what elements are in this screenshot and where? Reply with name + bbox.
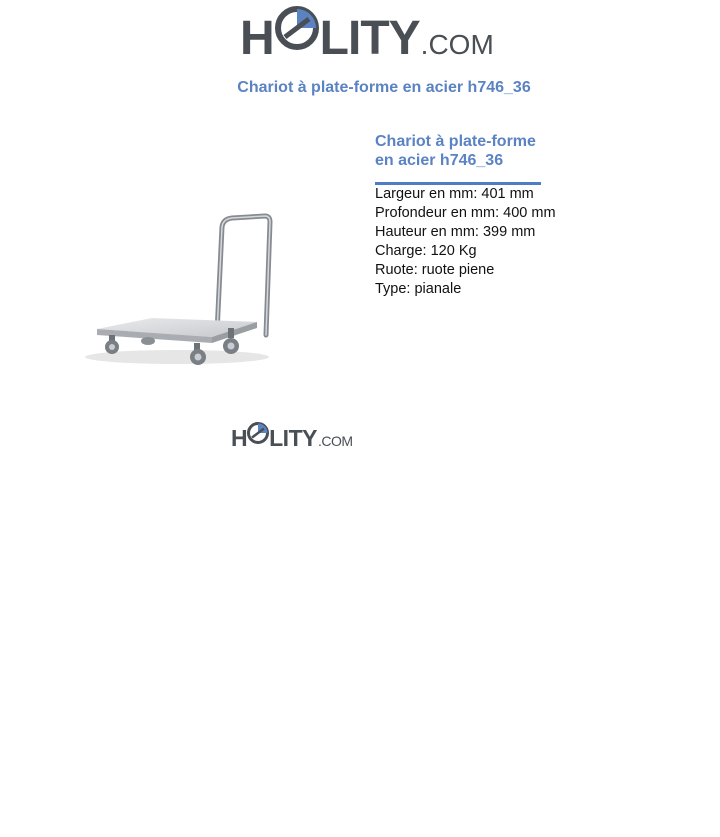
- logo-domain: .COM: [317, 433, 353, 449]
- spec-item: Type: pianale: [375, 281, 462, 297]
- spec-item: Hauteur en mm: 399 mm: [375, 224, 536, 240]
- logo-letter-h: H: [240, 12, 274, 65]
- product-name-line-1: Chariot à plate-forme: [375, 133, 536, 150]
- spec-list: [375, 185, 556, 299]
- logo-letters: LITY: [319, 12, 420, 65]
- page-title: Chariot à plate-forme en acier h746_36: [237, 79, 531, 96]
- logo-o-icon: [247, 422, 269, 444]
- logo-letters: LITY: [269, 425, 317, 451]
- platform-trolley-image: [82, 205, 282, 380]
- spec-item: Largeur en mm: 401 mm: [375, 186, 534, 202]
- brand-logo-footer: [231, 424, 353, 452]
- spec-item: Charge: 120 Kg: [375, 243, 477, 259]
- spec-item: Profondeur en mm: 400 mm: [375, 205, 556, 221]
- logo-o-icon: [275, 6, 319, 50]
- brand-logo: [240, 10, 494, 66]
- logo-domain: .COM: [420, 29, 494, 60]
- spec-item: Ruote: ruote piene: [375, 262, 495, 278]
- product-name: [375, 132, 575, 170]
- product-name-line-2: en acier h746_36: [375, 152, 504, 169]
- logo-letter-h: H: [231, 425, 248, 451]
